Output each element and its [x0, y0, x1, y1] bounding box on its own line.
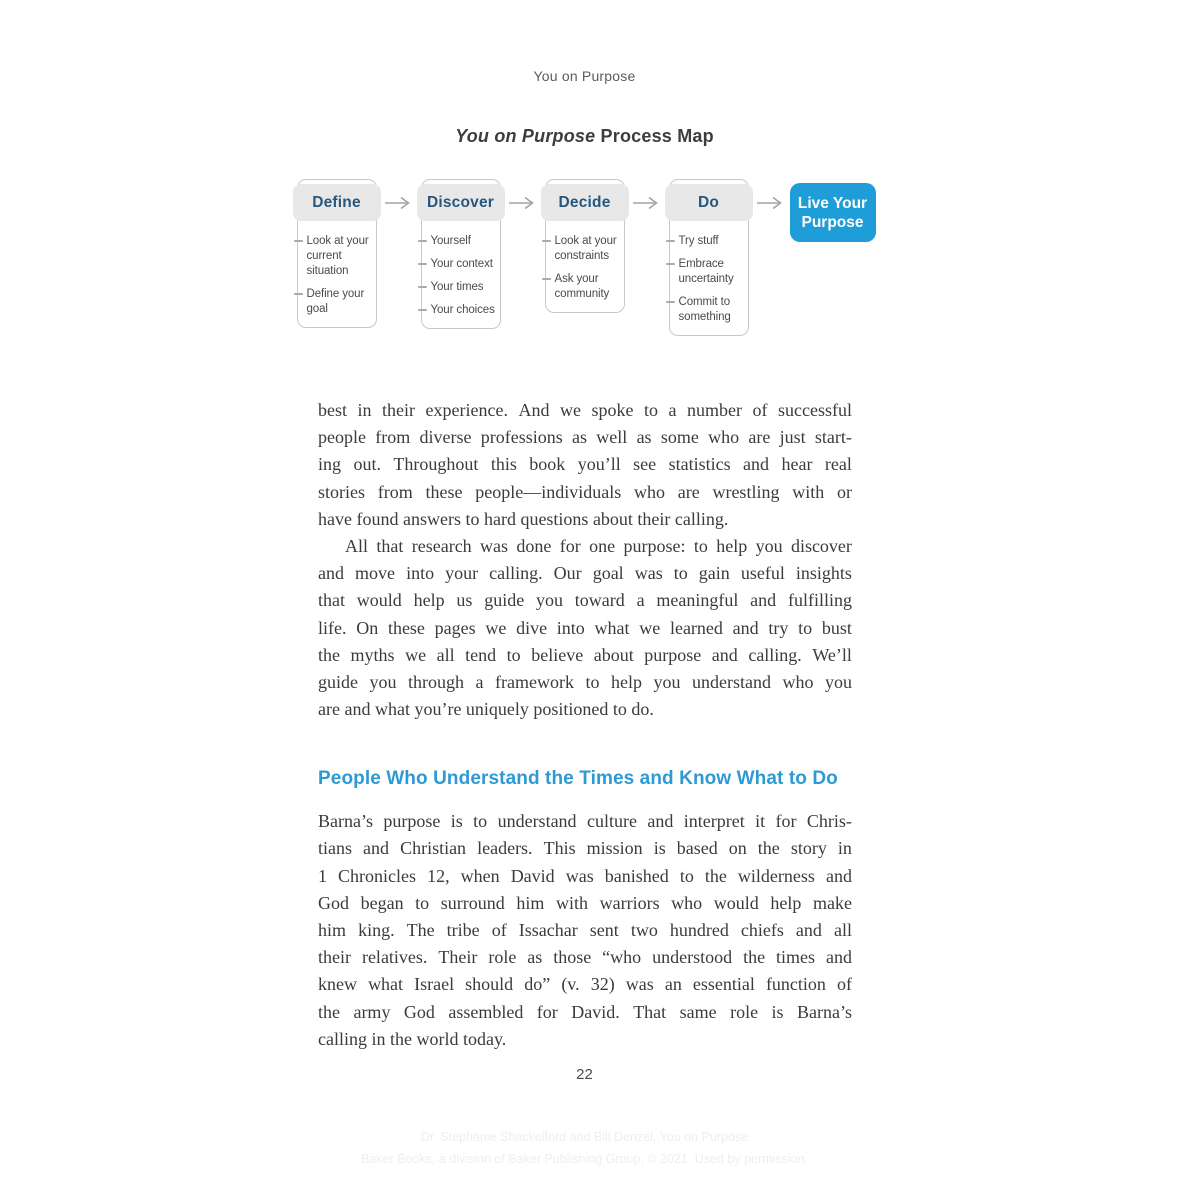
word: discover — [790, 535, 852, 556]
word: in — [837, 838, 852, 859]
word: we — [559, 400, 581, 420]
word: who — [782, 671, 814, 692]
word: would — [356, 590, 402, 611]
word: goal — [592, 563, 624, 584]
word: real — [824, 454, 852, 475]
word: with — [792, 481, 825, 502]
word: culture — [586, 811, 637, 832]
word: surround — [440, 892, 505, 913]
word: professions — [480, 427, 563, 448]
word: Barna’s — [796, 1001, 852, 1022]
process-step-item: Commit to something — [679, 295, 746, 325]
watermark-line: Dr. Stephanie Shackelford and Bill Denzel, You on Purpose — [420, 1130, 749, 1144]
word: interpret — [683, 811, 745, 832]
word: best — [318, 400, 347, 420]
word: would — [713, 892, 759, 913]
word: dive — [516, 617, 548, 638]
word: and — [318, 563, 344, 584]
word: hear — [781, 454, 813, 475]
word: God — [318, 892, 349, 913]
word: for — [559, 535, 581, 556]
word: diverse — [419, 427, 472, 448]
word: framework — [495, 671, 574, 692]
paragraph-line — [318, 560, 852, 587]
process-step — [666, 179, 752, 336]
word: in — [357, 400, 372, 420]
process-step-box — [669, 179, 749, 336]
word: sent — [589, 920, 619, 940]
word: on — [728, 838, 747, 859]
process-step-items — [679, 234, 746, 325]
word: believe — [531, 644, 584, 665]
word: a — [636, 590, 645, 611]
paragraph-line — [318, 863, 852, 890]
word: with — [555, 892, 588, 913]
word: And — [518, 400, 550, 420]
process-step-items — [555, 234, 622, 302]
paragraph-line — [318, 999, 852, 1026]
word: banished — [604, 865, 669, 886]
word: meaningful — [656, 590, 739, 611]
word: the — [757, 838, 780, 859]
word: insights — [795, 563, 852, 584]
word: stories — [318, 481, 365, 502]
section-heading: People Who Understand the Times and Know What to Do — [318, 768, 838, 790]
word: relatives. — [361, 947, 428, 968]
word: that — [318, 590, 345, 611]
process-step-item: Try stuff — [679, 234, 746, 249]
word: who — [633, 481, 665, 502]
word: function — [765, 974, 826, 995]
word: make — [812, 892, 852, 913]
word: are — [677, 481, 700, 502]
process-step-header: Discover — [417, 184, 505, 221]
word: to — [643, 400, 658, 420]
word: we — [405, 644, 427, 665]
process-step-item: Ask your community — [555, 272, 622, 302]
process-step-box — [421, 179, 501, 329]
word: understood — [652, 947, 733, 968]
word: wilderness — [737, 865, 815, 886]
paragraph-line — [318, 397, 852, 424]
word: start- — [814, 427, 852, 448]
word: move — [355, 563, 396, 584]
word: wrestling — [712, 481, 780, 502]
paragraph-line — [318, 424, 852, 451]
paragraph — [318, 397, 852, 533]
word: it — [755, 811, 766, 832]
word: warriors — [599, 892, 660, 913]
process-step-item: Embrace uncertainty — [679, 257, 746, 287]
word: life. — [318, 617, 347, 638]
word: was — [480, 535, 509, 556]
word: “who — [602, 947, 642, 968]
word: role — [488, 947, 517, 968]
word: Their — [438, 947, 478, 968]
word: to — [693, 535, 708, 556]
word: we — [485, 617, 507, 638]
word: ing — [318, 454, 342, 475]
word: you — [369, 671, 397, 692]
flow-arrow-icon — [504, 196, 542, 210]
word: experience. — [425, 400, 508, 420]
word: number — [686, 400, 742, 420]
word: king. — [358, 920, 395, 940]
word: and — [825, 947, 852, 968]
word: out. — [353, 454, 381, 475]
word: purpose: — [623, 535, 686, 556]
word: done — [516, 535, 552, 556]
word: was — [625, 974, 654, 995]
process-map — [0, 179, 1169, 336]
paragraph — [318, 808, 852, 1053]
word: all — [833, 920, 852, 940]
word: should — [465, 974, 514, 995]
word: you — [653, 671, 681, 692]
word: him — [516, 892, 545, 913]
word: try — [768, 617, 789, 638]
word: are — [748, 427, 771, 448]
word: the — [743, 947, 766, 968]
diagram-title-rest: Process Map — [595, 126, 714, 146]
word: to — [473, 811, 488, 832]
word: (v. — [561, 974, 580, 995]
process-step-items — [307, 234, 374, 317]
word: purpose — [383, 811, 441, 832]
word: was — [634, 563, 663, 584]
word: and — [732, 617, 759, 638]
word: times — [776, 947, 816, 968]
process-step — [294, 179, 380, 328]
word: of — [837, 974, 852, 995]
word: as — [636, 427, 652, 448]
process-step — [542, 179, 628, 313]
word: tend — [465, 644, 497, 665]
word: the — [704, 865, 727, 886]
word: spoke — [591, 400, 634, 420]
running-head: You on Purpose — [533, 68, 636, 84]
word: Barna’s — [318, 811, 373, 832]
word: the — [318, 644, 340, 665]
word: David. — [571, 1001, 620, 1022]
word: Chris- — [806, 811, 852, 832]
copyright-watermark — [0, 1126, 1169, 1170]
word: pages — [434, 617, 476, 638]
word: a — [475, 671, 484, 692]
process-step-item: Your context — [431, 257, 498, 272]
word: from — [375, 427, 411, 448]
word: to — [798, 617, 813, 638]
word: toward — [574, 590, 625, 611]
process-step-item: Look at your constraints — [555, 234, 622, 264]
process-step-box — [297, 179, 377, 328]
word: people—individuals — [475, 481, 622, 502]
word: and — [743, 454, 770, 475]
word: army — [353, 1001, 391, 1022]
word: 32) — [590, 974, 615, 995]
word: knew — [318, 974, 357, 995]
word: tians — [318, 838, 352, 859]
diagram-title-italic: You on Purpose — [455, 126, 596, 146]
word: who — [671, 892, 703, 913]
word: calling. — [748, 644, 802, 665]
word: This — [543, 838, 576, 859]
word: see — [633, 454, 657, 475]
word: understand — [691, 671, 771, 692]
process-step-header: Define — [293, 184, 381, 221]
word: a — [668, 400, 677, 420]
word: about — [593, 644, 634, 665]
word: was — [565, 865, 594, 886]
word: Israel — [414, 974, 455, 995]
word: same — [679, 1001, 717, 1022]
word: their — [382, 400, 416, 420]
word: to — [415, 892, 430, 913]
page-number: 22 — [576, 1066, 593, 1083]
word: is — [771, 1001, 784, 1022]
word: you’ll — [577, 454, 621, 475]
word: your — [445, 563, 479, 584]
word: essential — [692, 974, 755, 995]
word: of — [491, 920, 507, 940]
word: to — [585, 671, 600, 692]
flow-arrow-icon — [380, 196, 418, 210]
word: Issachar — [518, 920, 578, 940]
word: as — [527, 947, 543, 968]
word: do” — [524, 974, 551, 995]
word: the — [318, 1001, 340, 1022]
word: leaders. — [477, 838, 533, 859]
word: research — [411, 535, 472, 556]
word: into — [556, 617, 585, 638]
word: is — [653, 838, 666, 859]
paragraph-line — [318, 890, 852, 917]
word: to — [506, 644, 521, 665]
word: these — [387, 617, 425, 638]
word: help — [413, 590, 445, 611]
process-step — [418, 179, 504, 329]
paragraph-line — [318, 479, 852, 506]
word: this — [490, 454, 517, 475]
paragraph-line — [318, 587, 852, 614]
word: God — [403, 1001, 435, 1022]
process-step-item: Look at your current situation — [307, 234, 374, 279]
process-map-flow — [0, 179, 1169, 336]
word: and — [711, 644, 738, 665]
word: David — [510, 865, 555, 886]
word: help — [770, 892, 802, 913]
word: learned — [669, 617, 723, 638]
word: and — [647, 811, 674, 832]
word: to — [673, 563, 688, 584]
word: 12, — [427, 865, 450, 886]
word: you — [755, 535, 783, 556]
word: fulfilling — [787, 590, 852, 611]
word: bust — [821, 617, 852, 638]
word: understand — [497, 811, 577, 832]
word: their — [318, 947, 351, 968]
word: story — [790, 838, 827, 859]
word: All — [345, 535, 369, 556]
paragraph-line — [318, 451, 852, 478]
word: us — [456, 590, 473, 611]
paragraph-line — [318, 835, 852, 862]
process-step-items — [431, 234, 498, 318]
paragraph-line — [318, 669, 852, 696]
word: or — [836, 481, 852, 502]
word: purpose — [644, 644, 702, 665]
process-step-header: Do — [665, 184, 753, 221]
paragraph-line — [318, 971, 852, 998]
body-text — [318, 397, 852, 1053]
word: guide — [318, 671, 358, 692]
word: assembled — [448, 1001, 524, 1022]
word: gain — [698, 563, 730, 584]
paragraph-line — [318, 533, 852, 560]
word: what — [594, 617, 630, 638]
word: statistics — [668, 454, 731, 475]
word: as — [572, 427, 588, 448]
word: On — [356, 617, 379, 638]
process-step-item: Your times — [431, 280, 498, 295]
paragraph-line: have found answers to hard questions about their calling. — [318, 508, 729, 529]
flow-arrow-icon — [752, 196, 790, 210]
word: people — [318, 427, 366, 448]
word: successful — [777, 400, 852, 420]
word: you — [824, 671, 852, 692]
final-step-live-your-purpose: Live Your Purpose — [790, 183, 876, 242]
word: Chronicles — [338, 865, 417, 886]
process-step-item: Your choices — [431, 303, 498, 318]
word: Our — [553, 563, 582, 584]
word: began — [360, 892, 404, 913]
watermark-line: Baker Books, a division of Baker Publishing Group, © 2021. Used by permission. — [361, 1152, 808, 1166]
process-step-item: Define your goal — [307, 287, 374, 317]
diagram-title — [0, 126, 1169, 147]
word: hundred — [669, 920, 729, 940]
paragraph-line: calling in the world today. — [318, 1028, 507, 1049]
word: book — [529, 454, 566, 475]
word: from — [377, 481, 413, 502]
word: help — [610, 671, 642, 692]
word: Christian — [400, 838, 467, 859]
word: and — [750, 590, 777, 611]
paragraph-line — [318, 642, 852, 669]
word: we — [639, 617, 661, 638]
word: for — [775, 811, 797, 832]
word: and — [795, 920, 822, 940]
word: just — [779, 427, 806, 448]
word: chiefs — [740, 920, 784, 940]
word: when — [460, 865, 500, 886]
word: guide — [484, 590, 525, 611]
word: all — [436, 644, 455, 665]
word: these — [425, 481, 463, 502]
word: you — [536, 590, 563, 611]
word: help — [716, 535, 748, 556]
word: Throughout — [393, 454, 479, 475]
paragraph-line — [318, 917, 852, 944]
word: through — [408, 671, 464, 692]
word: two — [630, 920, 658, 940]
word: what — [368, 974, 404, 995]
word: role — [730, 1001, 759, 1022]
word: We’ll — [812, 644, 852, 665]
word: an — [664, 974, 682, 995]
word: well — [596, 427, 628, 448]
paragraph — [318, 533, 852, 723]
word: one — [589, 535, 616, 556]
word: who — [708, 427, 740, 448]
word: and — [363, 838, 390, 859]
word: useful — [740, 563, 785, 584]
process-step-item: Yourself — [431, 234, 498, 249]
word: to — [679, 865, 694, 886]
word: mission — [586, 838, 643, 859]
word: 1 — [318, 865, 327, 886]
word: tribe — [446, 920, 480, 940]
word: and — [825, 865, 852, 886]
paragraph-line — [318, 808, 852, 835]
process-step-box — [545, 179, 625, 313]
word: calling. — [489, 563, 543, 584]
word: That — [633, 1001, 667, 1022]
word: into — [406, 563, 435, 584]
paragraph-line: are and what you’re uniquely positioned to do. — [318, 699, 654, 720]
flow-arrow-icon — [628, 196, 666, 210]
word: is — [450, 811, 463, 832]
word: myths — [350, 644, 395, 665]
process-step-header: Decide — [541, 184, 629, 221]
word: based — [676, 838, 718, 859]
word: those — [553, 947, 592, 968]
paragraph-line — [318, 944, 852, 971]
word: some — [660, 427, 699, 448]
word: The — [406, 920, 435, 940]
word: that — [376, 535, 404, 556]
word: for — [536, 1001, 558, 1022]
word: of — [752, 400, 768, 420]
word: him — [318, 920, 347, 940]
paragraph-line — [318, 615, 852, 642]
